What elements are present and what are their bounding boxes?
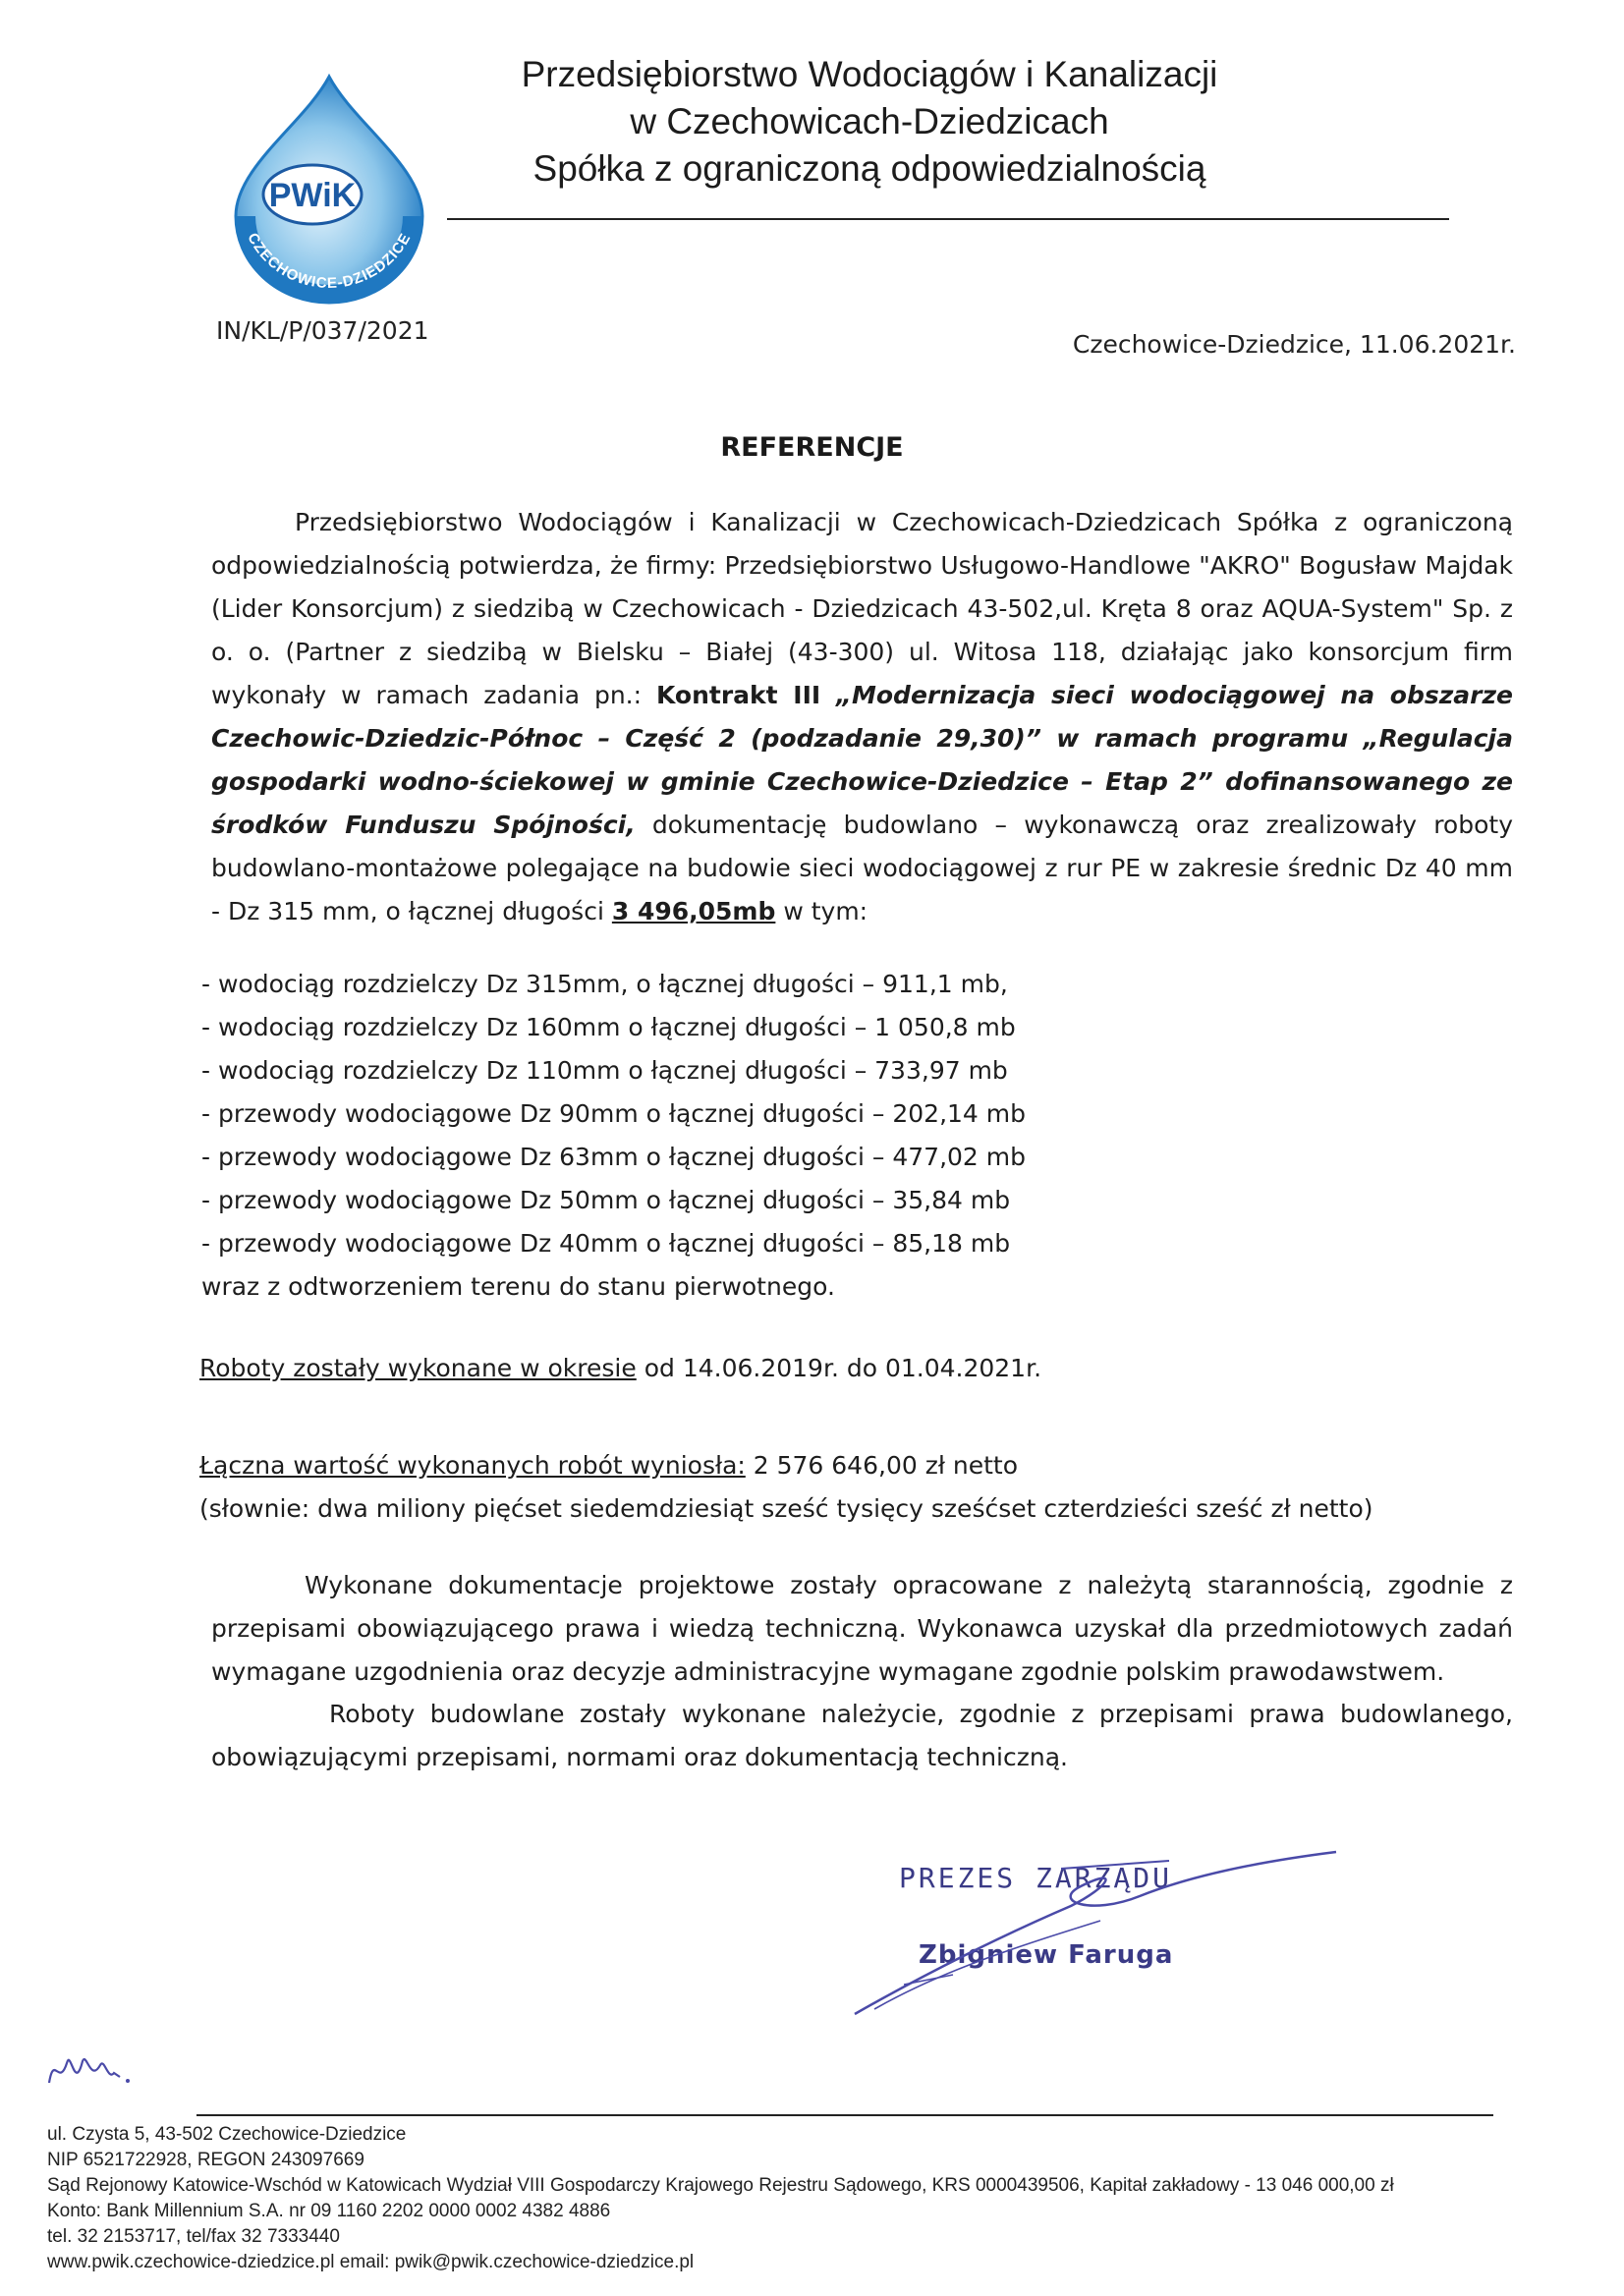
works-list xyxy=(201,963,1026,1309)
paragraph-main xyxy=(211,501,1513,933)
footer-divider xyxy=(196,2114,1493,2116)
list-item: - wodociąg rozdzielczy Dz 110mm o łącznej długości – 733,97 mb xyxy=(201,1056,1008,1085)
company-name xyxy=(462,51,1277,193)
logo-ring-text: CZECHOWICE-DZIEDZICE xyxy=(244,230,415,293)
paragraph-text: w tym: xyxy=(775,897,868,925)
footer xyxy=(47,2122,1394,2275)
footer-address: ul. Czysta 5, 43-502 Czechowice-Dziedzice xyxy=(47,2124,407,2145)
contract-label: Kontrakt III xyxy=(655,681,836,709)
initials-mark xyxy=(39,2044,157,2102)
period-value: od 14.06.2019r. do 01.04.2021r. xyxy=(636,1354,1042,1382)
paragraph-text: dokumentację budowlano – wykonawczą oraz zrealizowały roboty budowlano-montażowe polegające na budowie sieci wodociągowej z rur PE w zakresie średnic Dz 40 mm - Dz 315 mm, o łącznej długości xyxy=(211,811,1513,925)
list-item: - przewody wodociągowe Dz 63mm o łącznej długości – 477,02 mb xyxy=(201,1143,1027,1171)
reference-number: IN/KL/P/037/2021 xyxy=(216,316,429,345)
signature-name: Zbigniew Faruga xyxy=(919,1940,1174,1970)
footer-bank: Konto: Bank Millennium S.A. nr 09 1160 2202 0000 0002 4382 4886 xyxy=(47,2201,611,2221)
list-item: - przewody wodociągowe Dz 40mm o łącznej długości – 85,18 mb xyxy=(201,1229,1011,1258)
period-label: Roboty zostały wykonane w okresie xyxy=(199,1354,637,1382)
list-item: - wodociąg rozdzielczy Dz 160mm o łącznej długości – 1 050,8 mb xyxy=(201,1013,1016,1041)
total-length: 3 496,05mb xyxy=(611,897,776,925)
footer-registry: Sąd Rejonowy Katowice-Wschód w Katowicach Wydział VIII Gospodarczy Krajowego Rejestru Sądowego, KRS 0000439506, Kapitał zakładowy - 13 046 000,00 zł xyxy=(47,2175,1394,2196)
paragraph-documentation: Wykonane dokumentacje projektowe zostały opracowane z należytą starannością, zgodnie z przepisami obowiązującego prawa i wiedzą techniczną. Wykonawca uzyskał dla przedmiotowych zadań wymagane uzgodnienia oraz decyzje administracyjne wymagane zgodnie polskim prawodawstwem. xyxy=(211,1571,1513,1686)
footer-phone: tel. 32 2153717, tel/fax 32 7333440 xyxy=(47,2226,340,2247)
list-item: - przewody wodociągowe Dz 50mm o łącznej długości – 35,84 mb xyxy=(201,1186,1011,1214)
company-line: Spółka z ograniczoną odpowiedzialnością xyxy=(532,148,1206,189)
value-words: (słownie: dwa miliony pięćset siedemdziesiąt sześć tysięcy sześćset czterdzieści sześć zł netto) xyxy=(199,1494,1373,1523)
company-line: w Czechowicach-Dziedzicach xyxy=(630,101,1109,141)
works-period xyxy=(199,1354,1041,1382)
footer-tax-ids: NIP 6521722928, REGON 243097669 xyxy=(47,2150,364,2170)
list-item: - przewody wodociągowe Dz 90mm o łącznej długości – 202,14 mb xyxy=(201,1099,1027,1128)
works-value xyxy=(199,1444,1373,1531)
value-label: Łączna wartość wykonanych robót wyniosła: xyxy=(199,1451,746,1480)
company-line: Przedsiębiorstwo Wodociągów i Kanalizacji xyxy=(521,54,1218,94)
header-divider xyxy=(447,218,1449,220)
handwritten-signature xyxy=(845,1827,1356,2024)
document-date: Czechowice-Dziedzice, 11.06.2021r. xyxy=(1072,330,1516,359)
logo-text: PWiK xyxy=(268,177,357,214)
document-title: REFERENCJE xyxy=(720,432,904,463)
footer-web: www.pwik.czechowice-dziedzice.pl email: pwik@pwik.czechowice-dziedzice.pl xyxy=(47,2252,695,2272)
value-amount: 2 576 646,00 zł netto xyxy=(745,1451,1018,1480)
paragraph-text: Przedsiębiorstwo Wodociągów i Kanalizacji w Czechowicach-Dziedzicach Spółka z ograniczoną odpowiedzialnością potwierdza, że firmy: Przedsiębiorstwo Usługowo-Handlowe "AKRO" Bogusław Majdak (Lider Konsorcjum) z siedzibą w Czechowicach - Dziedzicach 43-502,ul. Kręta 8 oraz AQUA-System" Sp. z o. o. (Partner z siedzibą w Bielsku – Białej (43-300) ul. Witosa 118, działając jako konsorcjum firm wykonały w ramach zadania pn.: xyxy=(211,508,1513,709)
signature-title: PREZES ZARZĄDU xyxy=(899,1862,1173,1894)
paragraph-construction: Roboty budowlane zostały wykonane należycie, zgodnie z przepisami prawa budowlanego, obowiązującymi przepisami, normami oraz dokumentacją techniczną. xyxy=(211,1700,1513,1771)
contract-title: „Modernizacja sieci wodociągowej na obszarze Czechowic-Dziedzic-Północ – Część 2 (podzadanie 29,30)” w ramach programu „Regulacja gospodarki wodno-ściekowej w gminie Czechowice-Dziedzice – Etap 2” dofinansowanego ze środków Funduszu Spójności, xyxy=(211,681,1513,839)
list-item: wraz z odtworzeniem terenu do stanu pierwotnego. xyxy=(201,1272,835,1301)
list-item: - wodociąg rozdzielczy Dz 315mm, o łącznej długości – 911,1 mb, xyxy=(201,970,1008,998)
company-logo xyxy=(206,69,452,305)
